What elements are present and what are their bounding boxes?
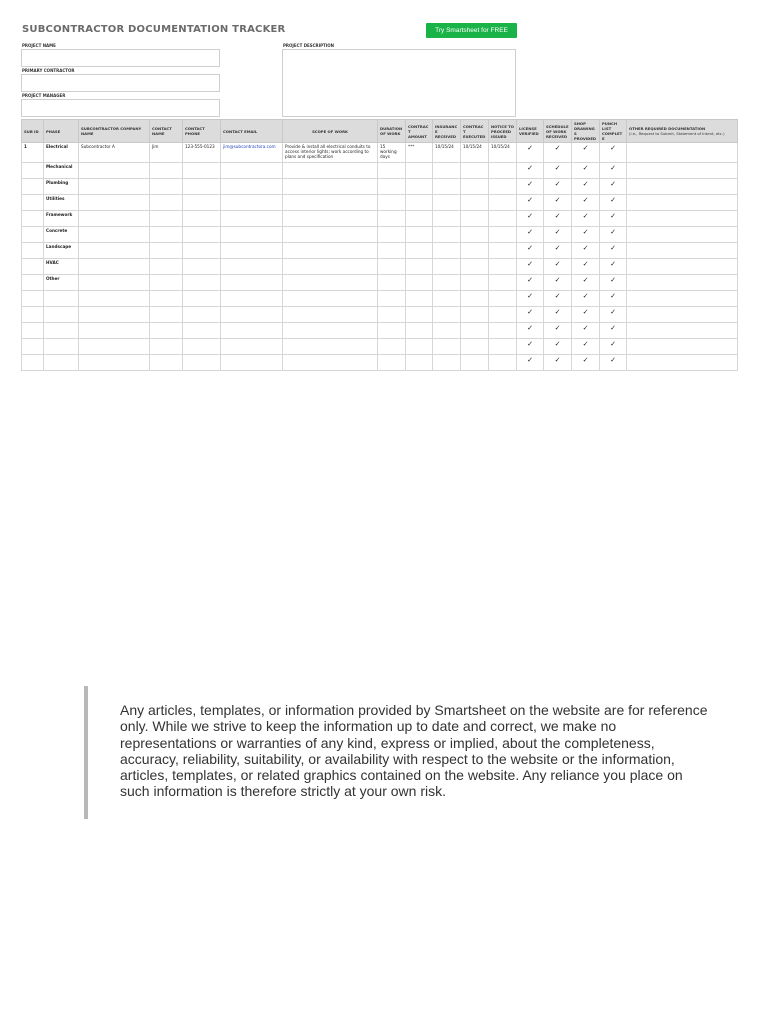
cell-scope[interactable] bbox=[283, 211, 378, 227]
header-company: SUBCONTRACTOR COMPANY NAME bbox=[79, 120, 150, 143]
cell-notice[interactable] bbox=[489, 179, 517, 195]
table-row bbox=[22, 307, 738, 323]
cell-schedule-check[interactable]: ✓ bbox=[544, 243, 572, 259]
cell-insurance[interactable] bbox=[433, 227, 461, 243]
cell-shop-check[interactable]: ✓ bbox=[572, 163, 600, 179]
cell-shop-check[interactable]: ✓ bbox=[572, 275, 600, 291]
cell-phase[interactable]: Plumbing bbox=[44, 179, 79, 195]
cell-phase[interactable]: Utilities bbox=[44, 195, 79, 211]
cell-other[interactable] bbox=[627, 355, 738, 371]
project-description-label: PROJECT DESCRIPTION bbox=[283, 43, 335, 48]
cell-schedule-check[interactable]: ✓ bbox=[544, 307, 572, 323]
cell-schedule-check[interactable]: ✓ bbox=[544, 227, 572, 243]
cell-contact-phone[interactable] bbox=[183, 275, 221, 291]
table-row bbox=[22, 243, 738, 259]
cell-contract-amount[interactable] bbox=[406, 355, 433, 371]
cell-punch-check[interactable]: ✓ bbox=[600, 163, 627, 179]
cell-contract-amount[interactable] bbox=[406, 323, 433, 339]
cell-scope[interactable] bbox=[283, 323, 378, 339]
cell-shop-check[interactable]: ✓ bbox=[572, 291, 600, 307]
header-sub-id: SUB ID bbox=[22, 120, 44, 143]
cell-insurance[interactable] bbox=[433, 243, 461, 259]
cell-notice[interactable] bbox=[489, 195, 517, 211]
cell-sub-id[interactable] bbox=[22, 259, 44, 275]
cell-other[interactable] bbox=[627, 275, 738, 291]
cell-contact-phone[interactable] bbox=[183, 307, 221, 323]
cell-contract-executed[interactable] bbox=[461, 275, 489, 291]
cell-contract-executed[interactable] bbox=[461, 355, 489, 371]
cell-other[interactable] bbox=[627, 143, 738, 163]
cell-other[interactable] bbox=[627, 243, 738, 259]
cell-contact-email[interactable] bbox=[221, 163, 283, 179]
cell-contact-phone[interactable] bbox=[183, 211, 221, 227]
cell-license-check[interactable]: ✓ bbox=[517, 291, 544, 307]
header-other-label: OTHER REQUIRED DOCUMENTATION bbox=[629, 126, 706, 131]
cell-shop-check[interactable]: ✓ bbox=[572, 259, 600, 275]
cell-schedule-check[interactable]: ✓ bbox=[544, 355, 572, 371]
project-description-field[interactable] bbox=[282, 49, 516, 117]
cell-sub-id[interactable]: 1 bbox=[22, 143, 44, 163]
cell-contact-email[interactable] bbox=[221, 227, 283, 243]
cell-other[interactable] bbox=[627, 339, 738, 355]
cell-punch-check[interactable]: ✓ bbox=[600, 275, 627, 291]
cell-company[interactable] bbox=[79, 243, 150, 259]
cell-company[interactable] bbox=[79, 259, 150, 275]
cell-scope[interactable] bbox=[283, 163, 378, 179]
cell-company[interactable] bbox=[79, 179, 150, 195]
cell-notice[interactable] bbox=[489, 275, 517, 291]
cell-contract-amount[interactable] bbox=[406, 163, 433, 179]
table-row bbox=[22, 195, 738, 211]
header-license: LICENSE VERIFIED bbox=[517, 120, 544, 143]
cell-insurance[interactable] bbox=[433, 355, 461, 371]
cell-sub-id[interactable] bbox=[22, 339, 44, 355]
cell-contact-name[interactable] bbox=[150, 227, 183, 243]
cell-schedule-check[interactable]: ✓ bbox=[544, 275, 572, 291]
cell-notice[interactable] bbox=[489, 243, 517, 259]
cell-contact-email[interactable] bbox=[221, 355, 283, 371]
cell-contact-email[interactable] bbox=[221, 179, 283, 195]
cell-scope[interactable] bbox=[283, 307, 378, 323]
cell-phase[interactable] bbox=[44, 307, 79, 323]
primary-contractor-label: PRIMARY CONTRACTOR bbox=[22, 68, 75, 73]
cell-contact-email[interactable] bbox=[221, 195, 283, 211]
cell-scope[interactable] bbox=[283, 179, 378, 195]
cell-sub-id[interactable] bbox=[22, 179, 44, 195]
cell-insurance[interactable] bbox=[433, 259, 461, 275]
cell-license-check[interactable]: ✓ bbox=[517, 323, 544, 339]
table-row bbox=[22, 143, 738, 163]
cell-phase[interactable]: Other bbox=[44, 275, 79, 291]
cell-punch-check[interactable]: ✓ bbox=[600, 355, 627, 371]
cell-notice[interactable] bbox=[489, 211, 517, 227]
cell-other[interactable] bbox=[627, 195, 738, 211]
cell-duration[interactable] bbox=[378, 211, 406, 227]
disclaimer-text: Any articles, templates, or information provided by Smartsheet on the website are for reference only. While we strive to keep the information up to date and correct, we make no representations or warranties of any kind, express or implied, about the completeness, accuracy, reliability, suitability, or availability with respect to the website or the information, articles, templates, or related graphics contained on the website. Any reliance you place on such information is therefore strictly at your own risk. bbox=[120, 702, 708, 800]
header-insurance: INSURANCE RECEIVED bbox=[433, 120, 461, 143]
cell-insurance[interactable] bbox=[433, 339, 461, 355]
cell-company[interactable] bbox=[79, 307, 150, 323]
cell-company[interactable] bbox=[79, 275, 150, 291]
cell-contract-executed[interactable] bbox=[461, 307, 489, 323]
cell-phase[interactable]: Landscape bbox=[44, 243, 79, 259]
cell-sub-id[interactable] bbox=[22, 243, 44, 259]
cell-shop-check[interactable]: ✓ bbox=[572, 211, 600, 227]
cell-duration[interactable] bbox=[378, 227, 406, 243]
cell-schedule-check[interactable]: ✓ bbox=[544, 339, 572, 355]
cell-phase[interactable]: Electrical bbox=[44, 143, 79, 163]
cell-other[interactable] bbox=[627, 163, 738, 179]
cell-sub-id[interactable] bbox=[22, 195, 44, 211]
cell-contact-name[interactable] bbox=[150, 195, 183, 211]
cell-scope[interactable] bbox=[283, 275, 378, 291]
cell-company[interactable] bbox=[79, 211, 150, 227]
cell-contact-phone[interactable] bbox=[183, 243, 221, 259]
cell-contact-email[interactable] bbox=[221, 339, 283, 355]
cell-scope[interactable] bbox=[283, 259, 378, 275]
cell-contact-email[interactable] bbox=[221, 275, 283, 291]
cell-company[interactable] bbox=[79, 291, 150, 307]
cell-contract-amount[interactable] bbox=[406, 211, 433, 227]
cell-license-check[interactable]: ✓ bbox=[517, 307, 544, 323]
cell-punch-check[interactable]: ✓ bbox=[600, 323, 627, 339]
cell-contract-amount[interactable] bbox=[406, 179, 433, 195]
cell-notice[interactable] bbox=[489, 291, 517, 307]
cell-other[interactable] bbox=[627, 227, 738, 243]
cell-contract-amount[interactable] bbox=[406, 291, 433, 307]
cell-punch-check[interactable]: ✓ bbox=[600, 339, 627, 355]
cell-contract-executed[interactable] bbox=[461, 227, 489, 243]
cell-license-check[interactable]: ✓ bbox=[517, 163, 544, 179]
cell-contact-name[interactable] bbox=[150, 179, 183, 195]
cell-schedule-check[interactable]: ✓ bbox=[544, 323, 572, 339]
cell-sub-id[interactable] bbox=[22, 307, 44, 323]
page-title: SUBCONTRACTOR DOCUMENTATION TRACKER bbox=[22, 24, 286, 35]
cell-sub-id[interactable] bbox=[22, 355, 44, 371]
table-row bbox=[22, 275, 738, 291]
cell-license-check[interactable]: ✓ bbox=[517, 339, 544, 355]
table-row bbox=[22, 339, 738, 355]
cell-duration[interactable]: 15 working days bbox=[378, 143, 406, 163]
try-smartsheet-button[interactable]: Try Smartsheet for FREE bbox=[426, 23, 517, 38]
cell-contact-name[interactable] bbox=[150, 355, 183, 371]
cell-company[interactable]: Subcontractor A bbox=[79, 143, 150, 163]
cell-sub-id[interactable] bbox=[22, 275, 44, 291]
cell-sub-id[interactable] bbox=[22, 163, 44, 179]
cell-contact-phone[interactable] bbox=[183, 195, 221, 211]
cell-scope[interactable] bbox=[283, 339, 378, 355]
cell-insurance[interactable] bbox=[433, 275, 461, 291]
cell-company[interactable] bbox=[79, 355, 150, 371]
cell-punch-check[interactable]: ✓ bbox=[600, 143, 627, 163]
cell-contact-email[interactable] bbox=[221, 291, 283, 307]
cell-company[interactable] bbox=[79, 195, 150, 211]
cell-phase[interactable]: Mechanical bbox=[44, 163, 79, 179]
cell-insurance[interactable] bbox=[433, 179, 461, 195]
cell-contact-name[interactable] bbox=[150, 339, 183, 355]
cell-contract-amount[interactable] bbox=[406, 339, 433, 355]
cell-notice[interactable] bbox=[489, 307, 517, 323]
cell-other[interactable] bbox=[627, 259, 738, 275]
cell-schedule-check[interactable]: ✓ bbox=[544, 195, 572, 211]
cell-contact-phone[interactable] bbox=[183, 163, 221, 179]
cell-duration[interactable] bbox=[378, 355, 406, 371]
cell-contact-email[interactable] bbox=[221, 243, 283, 259]
header-contact-email: CONTACT EMAIL bbox=[221, 120, 283, 143]
cell-shop-check[interactable]: ✓ bbox=[572, 179, 600, 195]
cell-contact-name[interactable] bbox=[150, 259, 183, 275]
cell-contact-phone[interactable] bbox=[183, 339, 221, 355]
cell-schedule-check[interactable]: ✓ bbox=[544, 211, 572, 227]
cell-phase[interactable] bbox=[44, 339, 79, 355]
cell-company[interactable] bbox=[79, 323, 150, 339]
cell-notice[interactable] bbox=[489, 323, 517, 339]
cell-schedule-check[interactable]: ✓ bbox=[544, 143, 572, 163]
cell-contract-amount[interactable] bbox=[406, 259, 433, 275]
cell-duration[interactable] bbox=[378, 339, 406, 355]
cell-punch-check[interactable]: ✓ bbox=[600, 259, 627, 275]
header-schedule: SCHEDULE OF WORK RECEIVED bbox=[544, 120, 572, 143]
cell-schedule-check[interactable]: ✓ bbox=[544, 179, 572, 195]
disclaimer-bar bbox=[84, 686, 88, 819]
cell-contract-executed[interactable] bbox=[461, 163, 489, 179]
cell-contact-name[interactable]: Jim bbox=[150, 143, 183, 163]
header-duration: DURATION OF WORK bbox=[378, 120, 406, 143]
cell-contract-executed[interactable] bbox=[461, 195, 489, 211]
cell-shop-check[interactable]: ✓ bbox=[572, 339, 600, 355]
cell-license-check[interactable]: ✓ bbox=[517, 211, 544, 227]
cell-contract-executed[interactable] bbox=[461, 179, 489, 195]
cell-license-check[interactable]: ✓ bbox=[517, 243, 544, 259]
cell-insurance[interactable] bbox=[433, 307, 461, 323]
cell-duration[interactable] bbox=[378, 275, 406, 291]
cell-punch-check[interactable]: ✓ bbox=[600, 179, 627, 195]
cell-scope[interactable] bbox=[283, 227, 378, 243]
cell-contract-executed[interactable] bbox=[461, 291, 489, 307]
table-row bbox=[22, 259, 738, 275]
cell-shop-check[interactable]: ✓ bbox=[572, 307, 600, 323]
header-contract-amount: CONTRACT AMOUNT bbox=[406, 120, 433, 143]
cell-punch-check[interactable]: ✓ bbox=[600, 227, 627, 243]
cell-punch-check[interactable]: ✓ bbox=[600, 211, 627, 227]
cell-contract-amount[interactable] bbox=[406, 275, 433, 291]
table-row bbox=[22, 291, 738, 307]
cell-contact-phone[interactable] bbox=[183, 179, 221, 195]
cell-insurance[interactable] bbox=[433, 195, 461, 211]
cell-duration[interactable] bbox=[378, 163, 406, 179]
cell-phase[interactable] bbox=[44, 291, 79, 307]
cell-license-check[interactable]: ✓ bbox=[517, 259, 544, 275]
cell-notice[interactable] bbox=[489, 163, 517, 179]
header-shop: SHOP DRAWINGS PROVIDED bbox=[572, 120, 600, 143]
cell-duration[interactable] bbox=[378, 307, 406, 323]
cell-sub-id[interactable] bbox=[22, 211, 44, 227]
project-name-field[interactable] bbox=[21, 49, 220, 67]
cell-insurance[interactable]: 10/15/24 bbox=[433, 143, 461, 163]
cell-contract-amount[interactable] bbox=[406, 195, 433, 211]
cell-duration[interactable] bbox=[378, 195, 406, 211]
cell-notice[interactable] bbox=[489, 227, 517, 243]
cell-shop-check[interactable]: ✓ bbox=[572, 195, 600, 211]
cell-contact-phone[interactable] bbox=[183, 323, 221, 339]
cell-insurance[interactable] bbox=[433, 323, 461, 339]
project-manager-field[interactable] bbox=[21, 99, 220, 117]
cell-phase[interactable] bbox=[44, 323, 79, 339]
cell-scope[interactable] bbox=[283, 243, 378, 259]
header-other bbox=[627, 120, 738, 143]
header-punch: PUNCH LIST COMPLETE bbox=[600, 120, 627, 143]
cell-contract-executed[interactable] bbox=[461, 259, 489, 275]
cell-contact-phone[interactable] bbox=[183, 355, 221, 371]
cell-other[interactable] bbox=[627, 211, 738, 227]
cell-sub-id[interactable] bbox=[22, 323, 44, 339]
cell-license-check[interactable]: ✓ bbox=[517, 195, 544, 211]
cell-shop-check[interactable]: ✓ bbox=[572, 323, 600, 339]
cell-contact-email[interactable]: jim@subcontractora.com bbox=[221, 143, 283, 163]
cell-contact-name[interactable] bbox=[150, 323, 183, 339]
table-row bbox=[22, 163, 738, 179]
cell-license-check[interactable]: ✓ bbox=[517, 355, 544, 371]
table-row bbox=[22, 323, 738, 339]
cell-contact-name[interactable] bbox=[150, 163, 183, 179]
cell-insurance[interactable] bbox=[433, 163, 461, 179]
cell-phase[interactable]: HVAC bbox=[44, 259, 79, 275]
cell-notice[interactable] bbox=[489, 355, 517, 371]
cell-contract-executed[interactable] bbox=[461, 323, 489, 339]
header-notice: NOTICE TO PROCEED ISSUED bbox=[489, 120, 517, 143]
cell-other[interactable] bbox=[627, 179, 738, 195]
table-row bbox=[22, 227, 738, 243]
cell-contact-phone[interactable] bbox=[183, 227, 221, 243]
cell-company[interactable] bbox=[79, 339, 150, 355]
cell-contract-executed[interactable]: 10/15/24 bbox=[461, 143, 489, 163]
cell-duration[interactable] bbox=[378, 323, 406, 339]
cell-contact-phone[interactable] bbox=[183, 259, 221, 275]
cell-contact-name[interactable] bbox=[150, 307, 183, 323]
cell-scope[interactable]: Provide & install all electrical conduits to access interior lights; work according to plans and specification bbox=[283, 143, 378, 163]
cell-sub-id[interactable] bbox=[22, 291, 44, 307]
table-row bbox=[22, 179, 738, 195]
cell-contact-name[interactable] bbox=[150, 291, 183, 307]
cell-notice[interactable]: 10/15/24 bbox=[489, 143, 517, 163]
cell-contract-executed[interactable] bbox=[461, 243, 489, 259]
cell-shop-check[interactable]: ✓ bbox=[572, 355, 600, 371]
table-row bbox=[22, 355, 738, 371]
cell-duration[interactable] bbox=[378, 243, 406, 259]
cell-contact-email[interactable] bbox=[221, 323, 283, 339]
cell-contact-name[interactable] bbox=[150, 211, 183, 227]
cell-contact-phone[interactable] bbox=[183, 291, 221, 307]
cell-duration[interactable] bbox=[378, 291, 406, 307]
cell-other[interactable] bbox=[627, 323, 738, 339]
cell-scope[interactable] bbox=[283, 291, 378, 307]
cell-other[interactable] bbox=[627, 291, 738, 307]
cell-shop-check[interactable]: ✓ bbox=[572, 143, 600, 163]
cell-contract-executed[interactable] bbox=[461, 211, 489, 227]
primary-contractor-field[interactable] bbox=[21, 74, 220, 92]
project-manager-label: PROJECT MANAGER bbox=[22, 93, 66, 98]
tracker-table bbox=[21, 119, 738, 371]
cell-contact-email[interactable] bbox=[221, 211, 283, 227]
header-other-note: (i.e., Request to Submit, Statement of Intent, etc.) bbox=[629, 131, 725, 136]
cell-phase[interactable]: Framework bbox=[44, 211, 79, 227]
header-contact-name: CONTACT NAME bbox=[150, 120, 183, 143]
cell-scope[interactable] bbox=[283, 195, 378, 211]
header-contact-phone: CONTACT PHONE bbox=[183, 120, 221, 143]
cell-contact-email[interactable] bbox=[221, 259, 283, 275]
cell-schedule-check[interactable]: ✓ bbox=[544, 291, 572, 307]
cell-contact-email[interactable] bbox=[221, 307, 283, 323]
project-name-label: PROJECT NAME bbox=[22, 43, 56, 48]
cell-license-check[interactable]: ✓ bbox=[517, 227, 544, 243]
cell-company[interactable] bbox=[79, 163, 150, 179]
cell-punch-check[interactable]: ✓ bbox=[600, 243, 627, 259]
cell-other[interactable] bbox=[627, 307, 738, 323]
cell-sub-id[interactable] bbox=[22, 227, 44, 243]
cell-schedule-check[interactable]: ✓ bbox=[544, 163, 572, 179]
cell-license-check[interactable]: ✓ bbox=[517, 143, 544, 163]
cell-license-check[interactable]: ✓ bbox=[517, 179, 544, 195]
cell-insurance[interactable] bbox=[433, 291, 461, 307]
cell-contract-amount[interactable] bbox=[406, 307, 433, 323]
cell-contract-amount[interactable] bbox=[406, 243, 433, 259]
cell-contact-phone[interactable]: 123-555-0123 bbox=[183, 143, 221, 163]
cell-notice[interactable] bbox=[489, 259, 517, 275]
cell-punch-check[interactable]: ✓ bbox=[600, 307, 627, 323]
cell-contact-name[interactable] bbox=[150, 275, 183, 291]
cell-contact-name[interactable] bbox=[150, 243, 183, 259]
cell-insurance[interactable] bbox=[433, 211, 461, 227]
cell-punch-check[interactable]: ✓ bbox=[600, 195, 627, 211]
cell-notice[interactable] bbox=[489, 339, 517, 355]
cell-duration[interactable] bbox=[378, 179, 406, 195]
cell-duration[interactable] bbox=[378, 259, 406, 275]
cell-phase[interactable]: Concrete bbox=[44, 227, 79, 243]
header-scope: SCOPE OF WORK bbox=[283, 120, 378, 143]
cell-scope[interactable] bbox=[283, 355, 378, 371]
cell-shop-check[interactable]: ✓ bbox=[572, 243, 600, 259]
cell-contract-amount[interactable] bbox=[406, 227, 433, 243]
cell-contract-amount[interactable]: *** bbox=[406, 143, 433, 163]
cell-shop-check[interactable]: ✓ bbox=[572, 227, 600, 243]
header-contract-executed: CONTRACT EXECUTED bbox=[461, 120, 489, 143]
cell-contract-executed[interactable] bbox=[461, 339, 489, 355]
cell-phase[interactable] bbox=[44, 355, 79, 371]
table-header-row bbox=[22, 120, 738, 143]
cell-punch-check[interactable]: ✓ bbox=[600, 291, 627, 307]
cell-company[interactable] bbox=[79, 227, 150, 243]
cell-license-check[interactable]: ✓ bbox=[517, 275, 544, 291]
table-row bbox=[22, 211, 738, 227]
header-phase: PHASE bbox=[44, 120, 79, 143]
cell-schedule-check[interactable]: ✓ bbox=[544, 259, 572, 275]
